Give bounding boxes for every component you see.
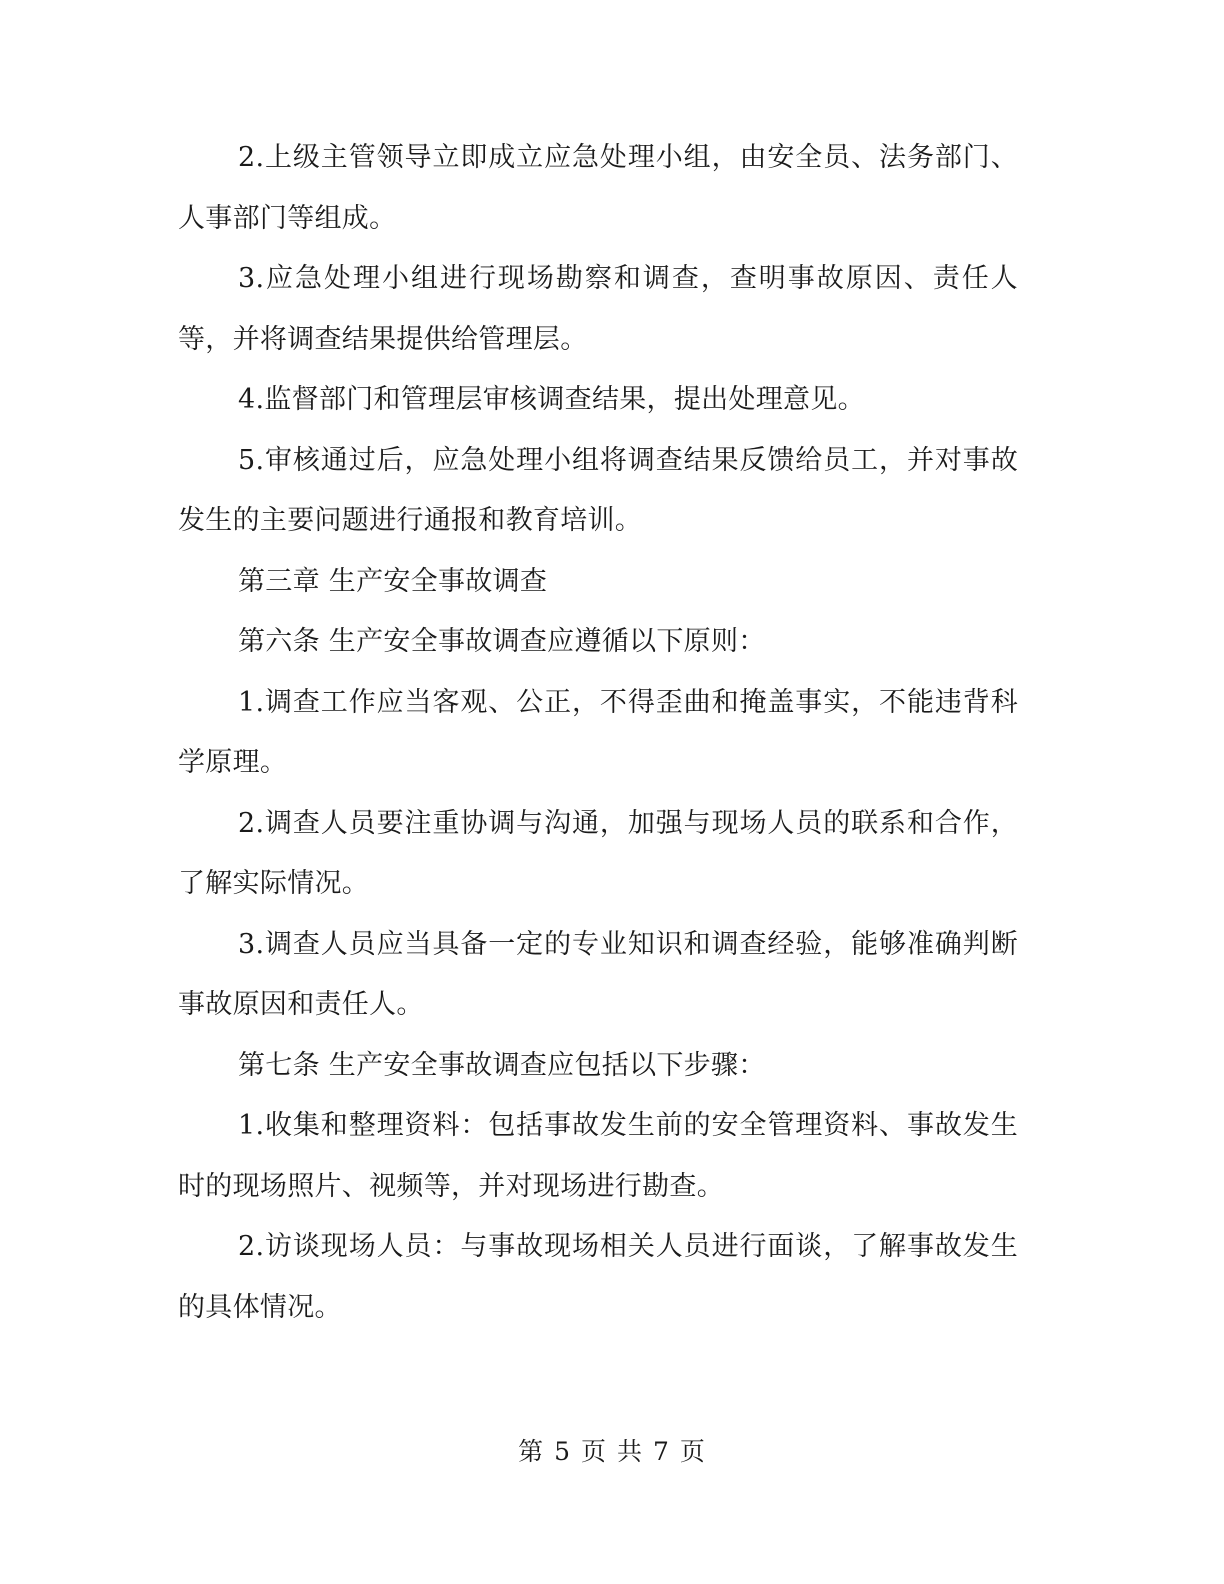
chapter-heading: 第三章 生产安全事故调查 [238,565,548,597]
document-body [178,128,1018,1338]
paragraph: 3.应急处理小组进行现场勘察和调查，查明事故原因、责任人等，并将调查结果提供给管理层。 [178,263,1018,355]
footer-prefix: 第 [518,1437,545,1466]
footer-suffix: 页 [679,1437,706,1466]
current-page-number: 5 [554,1437,571,1466]
paragraph: 2.访谈现场人员：与事故现场相关人员进行面谈，了解事故发生的具体情况。 [178,1231,1018,1323]
paragraph: 2.调查人员要注重协调与沟通，加强与现场人员的联系和合作，了解实际情况。 [178,807,1018,899]
paragraph: 1.收集和整理资料：包括事故发生前的安全管理资料、事故发生时的现场照片、视频等，并对现场进行勘查。 [178,1110,1018,1202]
paragraph: 2.上级主管领导立即成立应急处理小组，由安全员、法务部门、人事部门等组成。 [178,142,1018,234]
page-number-footer [0,1432,1224,1472]
total-pages-number: 7 [653,1437,670,1466]
paragraph: 4.监督部门和管理层审核调查结果，提出处理意见。 [238,384,865,415]
footer-page-word: 页 [580,1437,607,1466]
paragraph: 1.调查工作应当客观、公正，不得歪曲和掩盖事实，不能违背科学原理。 [178,686,1018,778]
footer-total-prefix: 共 [617,1437,644,1466]
paragraph: 5.审核通过后，应急处理小组将调查结果反馈给员工，并对事故发生的主要问题进行通报和教育培训。 [178,444,1018,536]
paragraph: 3.调查人员应当具备一定的专业知识和调查经验，能够准确判断事故原因和责任人。 [178,928,1018,1020]
article-heading: 第六条 生产安全事故调查应遵循以下原则： [238,626,766,657]
article-heading: 第七条 生产安全事故调查应包括以下步骤： [238,1049,766,1081]
